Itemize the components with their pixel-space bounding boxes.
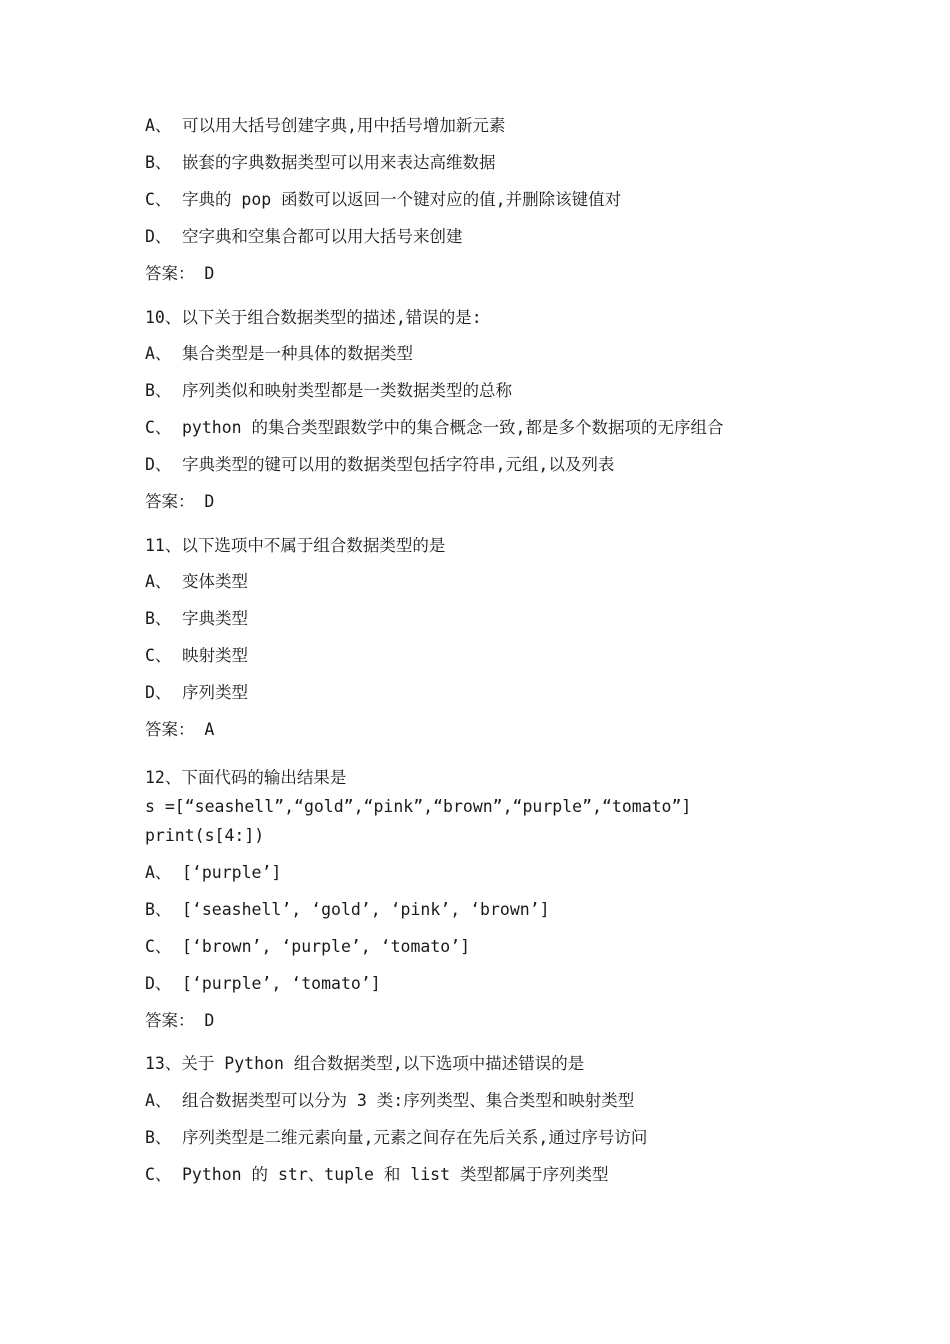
q12-option-b: B、 [‘seashell’, ‘gold’, ‘pink’, ‘brown’] <box>145 900 550 919</box>
q12-answer: 答案： D <box>145 1011 215 1030</box>
q11-option-d: D、 序列类型 <box>145 683 248 702</box>
q12-question: 12、下面代码的输出结果是 <box>145 768 347 787</box>
q11-option-c: C、 映射类型 <box>145 646 248 665</box>
q12-option-c: C、 [‘brown’, ‘purple’, ‘tomato’] <box>145 937 471 956</box>
q9-answer: 答案： D <box>145 264 215 283</box>
q13-option-b: B、 序列类型是二维元素向量,元素之间存在先后关系,通过序号访问 <box>145 1128 648 1147</box>
q13-option-a: A、 组合数据类型可以分为 3 类:序列类型、集合类型和映射类型 <box>145 1091 635 1110</box>
q11-question: 11、以下选项中不属于组合数据类型的是 <box>145 536 446 555</box>
q10-answer: 答案： D <box>145 492 215 511</box>
q12-option-a: A、 [‘purple’] <box>145 863 282 882</box>
q12-code-line-2: print(s[4:]) <box>145 826 265 845</box>
q10-option-b: B、 序列类似和映射类型都是一类数据类型的总称 <box>145 381 512 400</box>
q10-option-d: D、 字典类型的键可以用的数据类型包括字符串,元组,以及列表 <box>145 455 615 474</box>
q9-option-d: D、 空字典和空集合都可以用大括号来创建 <box>145 227 463 246</box>
q11-option-b: B、 字典类型 <box>145 609 248 628</box>
q13-question: 13、关于 Python 组合数据类型,以下选项中描述错误的是 <box>145 1054 585 1073</box>
q12-option-d: D、 [‘purple’, ‘tomato’] <box>145 974 381 993</box>
q9-option-a: A、 可以用大括号创建字典,用中括号增加新元素 <box>145 116 506 135</box>
q10-option-a: A、 集合类型是一种具体的数据类型 <box>145 344 413 363</box>
q11-option-a: A、 变体类型 <box>145 572 248 591</box>
q11-answer: 答案： A <box>145 720 215 739</box>
q9-option-c: C、 字典的 pop 函数可以返回一个键对应的值,并删除该键值对 <box>145 190 622 209</box>
q12-code-line-1: s =[“seashell”,“gold”,“pink”,“brown”,“purple”,“tomato”] <box>145 797 692 816</box>
q10-question: 10、以下关于组合数据类型的描述,错误的是: <box>145 308 482 327</box>
q13-option-c: C、 Python 的 str、tuple 和 list 类型都属于序列类型 <box>145 1165 609 1184</box>
q10-option-c: C、 python 的集合类型跟数学中的集合概念一致,都是多个数据项的无序组合 <box>145 418 724 437</box>
q9-option-b: B、 嵌套的字典数据类型可以用来表达高维数据 <box>145 153 496 172</box>
